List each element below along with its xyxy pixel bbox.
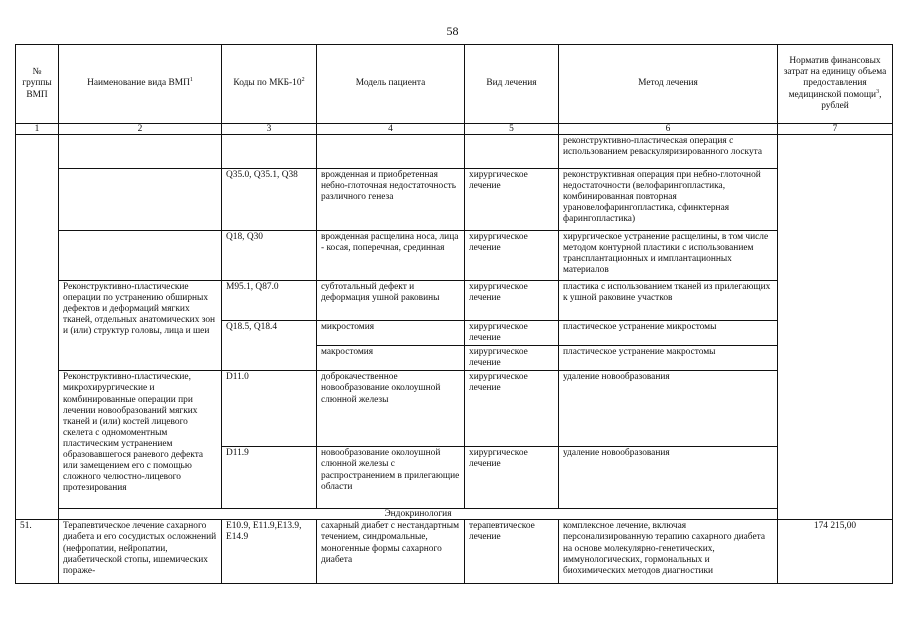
- page-number: 58: [446, 24, 459, 38]
- column-number: 7: [778, 124, 893, 135]
- method-cell: реконструктивная операция при небно-глоточной недостаточности (велофарингопластика, комбинированная повторная урановелофарингопластика, сфинктерная фарингопластика): [559, 169, 778, 231]
- group-no-cell: [16, 135, 59, 520]
- icd-codes-cell: Q18, Q30: [222, 231, 317, 281]
- table-row: [16, 371, 893, 447]
- group-no-cell: 51.: [16, 520, 59, 584]
- method-cell: пластическое устранение микростомы: [559, 321, 778, 346]
- column-number: 3: [222, 124, 317, 135]
- patient-model-cell: врожденная расщелина носа, лица - косая, поперечная, срединная: [317, 231, 465, 281]
- patient-model-cell: микростомия: [317, 321, 465, 346]
- method-cell: реконструктивно-пластическая операция с использованием реваскуляризированного лоскута: [559, 135, 778, 169]
- vmp-name-cell: Терапевтическое лечение сахарного диабета и его сосудистых осложнений (нефропатии, нейропатии, диабетической стопы, ишемических пораже-: [59, 520, 222, 584]
- column-number: 1: [16, 124, 59, 135]
- patient-model-cell: сахарный диабет с нестандартным течением, синдромальные, моногенные формы сахарного диабета: [317, 520, 465, 584]
- vmp-name-cell: [59, 135, 222, 169]
- vmp-name-cell: Реконструктивно-пластические операции по устранению обширных дефектов и деформаций мягких тканей, отдельных анатомических зон и (или) структур головы, лица и шеи: [59, 281, 222, 371]
- vmp-name-cell: [59, 169, 222, 231]
- patient-model-cell: субтотальный дефект и деформация ушной раковины: [317, 281, 465, 321]
- treatment-type-cell: хирургическое лечение: [465, 447, 559, 509]
- table-row: [16, 231, 893, 281]
- vmp-name-cell: [59, 231, 222, 281]
- column-number-row: [16, 124, 893, 135]
- patient-model-cell: новообразование околоушной слюнной железы с распространением в прилегающие области: [317, 447, 465, 509]
- table-row: [16, 169, 893, 231]
- patient-model-cell: макростомия: [317, 346, 465, 371]
- section-row: [16, 509, 893, 520]
- method-cell: пластика с использованием тканей из прилегающих к ушной раковине участков: [559, 281, 778, 321]
- method-cell: комплексное лечение, включая персонализированную терапию сахарного диабета на основе молекулярно-генетических, иммунологических, гормональных и биохимических методов диагностики: [559, 520, 778, 584]
- method-cell: удаление новообразования: [559, 371, 778, 447]
- section-title: Эндокринология: [59, 509, 778, 520]
- patient-model-cell: [317, 135, 465, 169]
- treatment-type-cell: [465, 135, 559, 169]
- treatment-type-cell: хирургическое лечение: [465, 371, 559, 447]
- column-number: 6: [559, 124, 778, 135]
- vmp-table: [15, 44, 893, 584]
- icd-codes-cell: D11.9: [222, 447, 317, 509]
- icd-codes-cell: M95.1, Q87.0: [222, 281, 317, 321]
- patient-model-cell: доброкачественное новообразование околоушной слюнной железы: [317, 371, 465, 447]
- treatment-type-cell: хирургическое лечение: [465, 231, 559, 281]
- treatment-type-cell: хирургическое лечение: [465, 281, 559, 321]
- icd-codes-cell: D11.0: [222, 371, 317, 447]
- treatment-type-cell: хирургическое лечение: [465, 321, 559, 346]
- icd-codes-cell: Q35.0, Q35.1, Q38: [222, 169, 317, 231]
- header-patient-model: Модель пациента: [317, 45, 465, 124]
- treatment-type-cell: терапевтическое лечение: [465, 520, 559, 584]
- column-number: 2: [59, 124, 222, 135]
- method-cell: хирургическое устранение расщелины, в том числе методом контурной пластики с использованием трансплантационных и имплантационных материалов: [559, 231, 778, 281]
- header-row: [16, 45, 893, 124]
- treatment-type-cell: хирургическое лечение: [465, 346, 559, 371]
- header-vmp-name: Наименование вида ВМП$^1$: [59, 45, 222, 124]
- table-row: [16, 135, 893, 169]
- icd-codes-cell: [222, 135, 317, 169]
- method-cell: удаление новообразования: [559, 447, 778, 509]
- treatment-type-cell: хирургическое лечение: [465, 169, 559, 231]
- icd-codes-cell: Q18.5, Q18.4: [222, 321, 317, 371]
- header-icd-codes: Коды по МКБ-$10^2$: [222, 45, 317, 124]
- table-row: [16, 520, 893, 584]
- header-treatment-type: Вид лечения: [465, 45, 559, 124]
- column-number: 4: [317, 124, 465, 135]
- method-cell: пластическое устранение макростомы: [559, 346, 778, 371]
- vmp-name-cell: Реконструктивно-пластические, микрохирургические и комбинированные операции при лечении новообразований мягких тканей и (или) костей лицевого скелета с одномоментным пластическим устранением образовавшегося раневого дефекта или замещением его с помощью сложного челюстно-лицевого протезирования: [59, 371, 222, 509]
- header-method: Метод лечения: [559, 45, 778, 124]
- patient-model-cell: врожденная и приобретенная небно-глоточная недостаточность различного генеза: [317, 169, 465, 231]
- header-norm: Норматив финансовых затрат на единицу объема предоставления медицинской помощи$^3$, рублей: [778, 45, 893, 124]
- icd-codes-cell: E10.9, E11.9,E13.9, E14.9: [222, 520, 317, 584]
- header-group-no: № группы ВМП: [16, 45, 59, 124]
- norm-cell: [778, 135, 893, 520]
- column-number: 5: [465, 124, 559, 135]
- table-row: [16, 281, 893, 321]
- norm-cell: 174 215,00: [778, 520, 893, 584]
